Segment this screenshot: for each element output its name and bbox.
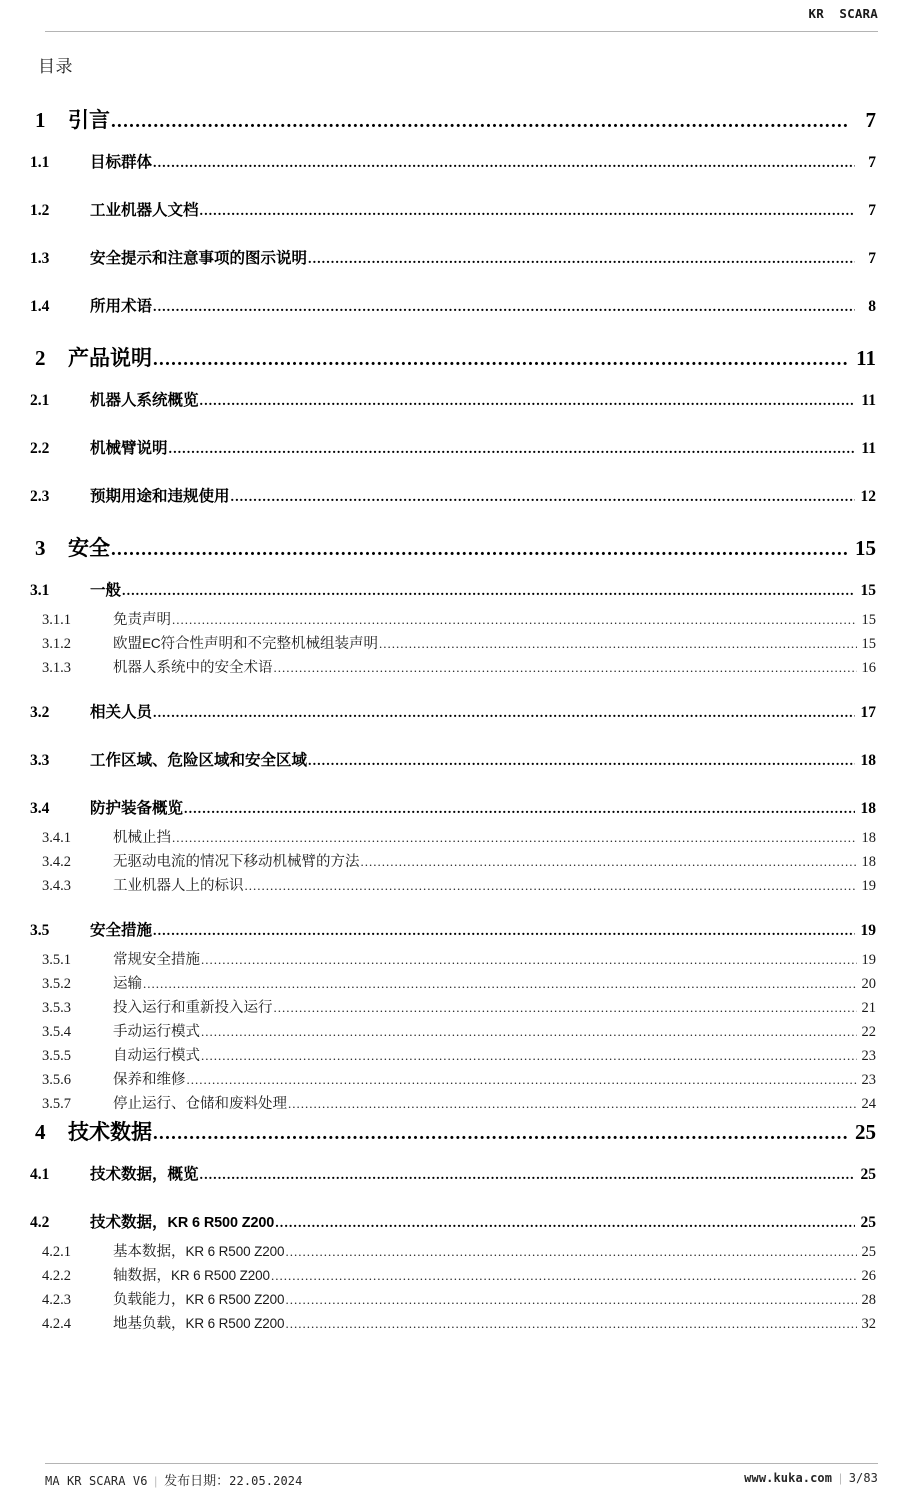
toc-entry-page: 18 [861,830,876,846]
toc-entry-title: 技术数据，KR 6 R500 Z200 [90,1214,275,1231]
toc-entry[interactable] [0,1044,914,1068]
footer-left-group [45,1470,302,1489]
toc-leader-dots [200,202,855,220]
toc-entry-page: 25 [860,1166,876,1183]
toc-entry[interactable] [0,796,914,826]
toc-entry-title: 欧盟EC符合性声明和不完整机械组装声明 [113,636,379,652]
toc-entry[interactable] [0,700,914,748]
toc-entry-page: 15 [860,582,876,599]
toc-leader-dots [201,1024,857,1041]
toc-entry[interactable] [0,656,914,680]
toc-entry-title: 机械臂说明 [90,440,168,457]
toc-entry-page: 11 [861,392,876,409]
toc-entry-number: 3.4.3 [42,878,71,894]
toc-entry[interactable] [0,436,914,484]
toc-leader-dots [172,830,857,847]
toc-entry-title: 安全提示和注意事项的图示说明 [90,250,308,267]
toc-leader-dots [153,704,855,722]
toc-entry-number: 1.2 [30,202,50,219]
toc-entry[interactable] [0,294,914,342]
toc-entry-number: 2 [35,346,46,370]
toc-entry-page: 25 [860,1214,876,1231]
toc-entry[interactable] [0,104,914,150]
toc-entry-title: 引言 [68,108,110,132]
toc-leader-dots [285,1244,857,1261]
toc-entry-page: 18 [860,752,876,769]
toc-entry-title: 轴数据，KR 6 R500 Z200 [113,1268,270,1284]
toc-entry-title: 手动运行模式 [113,1024,200,1040]
toc-entry-number: 3.5.7 [42,1096,71,1112]
toc-leader-dots [274,660,858,677]
table-of-contents [0,104,914,1336]
header-title: KR SCARA [808,6,878,21]
toc-entry-title: 无驱动电流的情况下移动机械臂的方法 [113,854,360,870]
toc-entry-page: 11 [856,346,876,370]
toc-entry[interactable] [0,918,914,948]
toc-leader-dots [245,878,858,895]
toc-entry-title: 运输 [113,976,142,992]
toc-entry-page: 25 [861,1244,876,1260]
toc-entry[interactable] [0,972,914,996]
toc-entry[interactable] [0,608,914,632]
toc-entry-page: 19 [861,952,876,968]
toc-entry-title: 地基负载，KR 6 R500 Z200 [113,1316,285,1332]
toc-entry-page: 7 [868,202,876,219]
toc-entry-page: 11 [861,440,876,457]
header-divider [45,31,878,32]
toc-entry-title: 防护装备概览 [90,800,184,817]
toc-entry-title: 投入运行和重新投入运行 [113,1000,273,1016]
toc-leader-dots [153,1120,849,1145]
toc-entry[interactable] [0,1092,914,1116]
toc-entry-number: 4.2.4 [42,1316,71,1332]
toc-entry-title: 安全措施 [90,922,153,939]
toc-entry-title: 所用术语 [90,298,153,315]
toc-entry-page: 20 [861,976,876,992]
toc-entry-number: 2.1 [30,392,50,409]
footer-website[interactable]: www.kuka.com [744,1471,833,1485]
toc-entry-title: 技术数据，概览 [90,1166,199,1183]
toc-entry[interactable] [0,850,914,874]
toc-leader-dots [153,346,849,371]
toc-entry-title: 免责声明 [113,612,171,628]
toc-entry-number: 1.1 [30,154,50,171]
toc-entry[interactable] [0,1162,914,1210]
toc-entry-title: 停止运行、仓储和废料处理 [113,1096,287,1112]
footer-date-value: 22.05.2024 [229,1474,303,1488]
toc-entry[interactable] [0,1116,914,1162]
toc-entry[interactable] [0,150,914,198]
toc-entry-page: 18 [861,854,876,870]
toc-entry-number: 3.3 [30,752,50,769]
toc-entry-title: 产品说明 [68,346,152,370]
toc-entry-number: 3 [35,536,46,560]
toc-entry-number: 1.3 [30,250,50,267]
footer-page-indicator: 3/83 [848,1471,878,1485]
toc-leader-dots [231,488,855,506]
toc-leader-dots [200,392,855,410]
toc-leader-dots [153,922,855,940]
toc-leader-dots [379,636,857,653]
toc-entry-page: 15 [855,536,876,560]
toc-entry-number: 3.5.3 [42,1000,71,1016]
footer-right-group [744,1470,878,1486]
toc-entry-title: 技术数据 [68,1120,152,1144]
toc-leader-dots [111,536,849,561]
toc-entry[interactable] [0,1068,914,1092]
toc-entry[interactable] [0,1240,914,1264]
page-footer [45,1470,878,1494]
toc-leader-dots [172,612,857,629]
toc-leader-dots [122,582,855,600]
page-title: 目录 [38,57,73,76]
toc-entry-number: 3.5.1 [42,952,71,968]
footer-separator-left: | [154,1473,158,1488]
toc-entry[interactable] [0,826,914,850]
toc-leader-dots [143,976,857,993]
toc-entry-number: 2.3 [30,488,50,505]
toc-entry-number: 3.1.2 [42,636,71,652]
toc-entry[interactable] [0,632,914,656]
toc-entry-page: 15 [861,612,876,628]
toc-entry-title: 机械止挡 [113,830,171,846]
toc-entry-number: 2.2 [30,440,50,457]
toc-entry-page: 25 [855,1120,876,1144]
toc-entry-number: 4 [35,1120,46,1144]
toc-leader-dots [274,1000,858,1017]
toc-entry-title: 机器人系统中的安全术语 [113,660,273,676]
toc-entry[interactable] [0,1264,914,1288]
toc-entry-number: 4.2.1 [42,1244,71,1260]
toc-entry-title: 机器人系统概览 [90,392,199,409]
toc-entry-title: 自动运行模式 [113,1048,200,1064]
toc-entry[interactable] [0,484,914,532]
toc-entry-number: 3.5.4 [42,1024,71,1040]
toc-entry-number: 3.1.3 [42,660,71,676]
toc-leader-dots [285,1292,857,1309]
toc-entry-page: 19 [861,878,876,894]
toc-leader-dots [201,952,857,969]
footer-document-id: MA KR SCARA V6 [45,1474,148,1488]
toc-leader-dots [111,108,849,133]
toc-entry-page: 28 [861,1292,876,1308]
footer-divider [45,1463,878,1464]
toc-entry-title: 负载能力，KR 6 R500 Z200 [113,1292,285,1308]
toc-entry[interactable] [0,1210,914,1240]
toc-entry-title: 工业机器人文档 [90,202,199,219]
toc-entry-number: 4.1 [30,1166,50,1183]
toc-entry-page: 32 [861,1316,876,1332]
toc-entry-page: 18 [860,800,876,817]
toc-entry-number: 3.4.2 [42,854,71,870]
toc-entry-page: 21 [861,1000,876,1016]
toc-entry-number: 1.4 [30,298,50,315]
toc-entry[interactable] [0,874,914,898]
toc-entry-page: 7 [865,108,876,132]
toc-entry-number: 3.5.2 [42,976,71,992]
toc-entry[interactable] [0,996,914,1020]
toc-entry-page: 7 [868,154,876,171]
toc-entry-page: 12 [860,488,876,505]
toc-entry-title: 常规安全措施 [113,952,200,968]
toc-entry-title: 工业机器人上的标识 [113,878,244,894]
toc-leader-dots [271,1268,857,1285]
toc-entry[interactable] [0,1288,914,1312]
toc-leader-dots [201,1048,857,1065]
toc-leader-dots [200,1166,855,1184]
toc-leader-dots [285,1316,857,1333]
toc-entry-title: 保养和维修 [113,1072,186,1088]
toc-entry-number: 3.5.6 [42,1072,71,1088]
toc-entry-page: 24 [861,1096,876,1112]
toc-entry-number: 4.2.2 [42,1268,71,1284]
toc-entry-number: 3.1 [30,582,50,599]
toc-entry-page: 15 [861,636,876,652]
toc-entry-page: 7 [868,250,876,267]
toc-entry-number: 3.5 [30,922,50,939]
toc-entry-title: 基本数据，KR 6 R500 Z200 [113,1244,285,1260]
toc-leader-dots [288,1096,857,1113]
toc-entry[interactable] [0,342,914,388]
toc-leader-dots [275,1214,855,1232]
toc-leader-dots [187,1072,858,1089]
toc-leader-dots [308,250,855,268]
footer-separator-right: | [839,1470,842,1485]
toc-entry-page: 8 [868,298,876,315]
toc-entry-number: 4.2.3 [42,1292,71,1308]
toc-entry-title: 安全 [68,536,110,560]
toc-entry-title: 目标群体 [90,154,153,171]
toc-entry-number: 3.5.5 [42,1048,71,1064]
toc-entry[interactable] [0,532,914,578]
footer-date-label: 发布日期： [164,1473,230,1488]
toc-entry-page: 23 [861,1072,876,1088]
toc-entry-number: 3.4.1 [42,830,71,846]
toc-leader-dots [361,854,858,871]
toc-entry-number: 3.4 [30,800,50,817]
toc-leader-dots [184,800,855,818]
toc-entry-title: 预期用途和违规使用 [90,488,230,505]
toc-entry[interactable] [0,948,914,972]
toc-entry-number: 3.2 [30,704,50,721]
toc-entry-page: 17 [860,704,876,721]
toc-entry[interactable] [0,1020,914,1044]
toc-leader-dots [169,440,855,458]
toc-leader-dots [153,154,855,172]
toc-entry[interactable] [0,1312,914,1336]
toc-entry-title: 工作区域、危险区域和安全区域 [90,752,308,769]
toc-entry-page: 22 [861,1024,876,1040]
toc-leader-dots [153,298,855,316]
toc-entry-number: 4.2 [30,1214,50,1231]
toc-entry-page: 26 [861,1268,876,1284]
toc-entry-number: 3.1.1 [42,612,71,628]
toc-entry-page: 16 [861,660,876,676]
toc-entry[interactable] [0,246,914,294]
toc-entry-title: 一般 [90,582,122,599]
toc-entry[interactable] [0,748,914,796]
toc-entry-page: 19 [860,922,876,939]
toc-entry[interactable] [0,578,914,608]
toc-entry-page: 23 [861,1048,876,1064]
toc-entry-title: 相关人员 [90,704,153,721]
toc-leader-dots [308,752,855,770]
page-header [45,6,878,32]
toc-entry-number: 1 [35,108,46,132]
toc-entry[interactable] [0,198,914,246]
toc-entry[interactable] [0,388,914,436]
